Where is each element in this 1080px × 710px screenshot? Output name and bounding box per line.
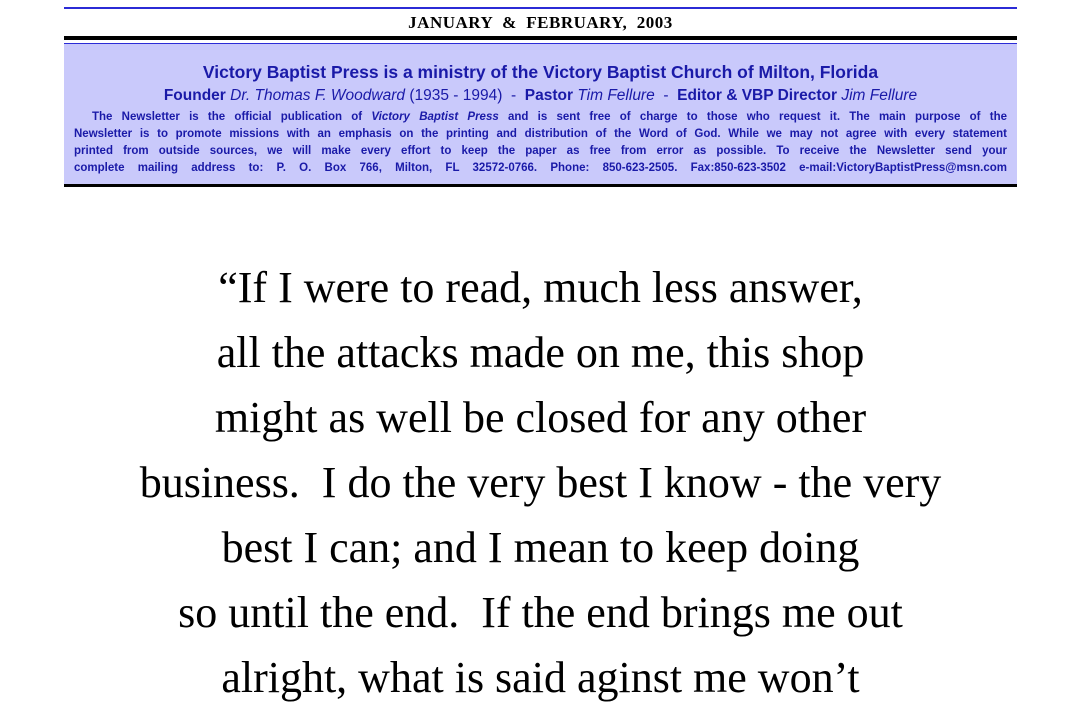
quote-line: “If I were to read, much less answer, [218, 263, 863, 312]
staff-line [64, 87, 1017, 105]
ministry-line: Victory Baptist Press is a ministry of the Victory Baptist Church of Milton, Florida [202, 62, 879, 82]
quote-line: alright, what is said aginst me won’t [221, 653, 860, 702]
notice-line-4: complete mailing address to: P. O. Box 766, Milton, FL 32572-0766. Phone: 850-623-2505. Fax:850-623-3502 e-mail:VictoryBaptistPress@msn.com [74, 162, 1007, 174]
notice-line-3: printed from outside sources, we will make every effort to keep the paper as free from error as possible. To receive the Newsletter send your [74, 145, 1007, 157]
staff-separator: - [654, 87, 678, 104]
editor-name: Jim Fellure [841, 87, 918, 104]
quote-line: business. I do the very best I know - the very [139, 458, 942, 507]
quote-line: all the attacks made on me, this shop [216, 328, 865, 377]
notice-line-1 [74, 109, 1007, 126]
notice-line-2: Newsletter is to promote missions with an emphasis on the printing and distribution of the Word of God. While we may not agree with every statement [74, 128, 1007, 140]
thick-rule [64, 36, 1017, 40]
notice-text-b: and is sent free of charge to those who request it. The main purpose of the [498, 111, 1007, 123]
founder-label: Founder [163, 87, 226, 104]
pastor-label: Pastor [524, 87, 574, 104]
top-rule [64, 7, 1017, 9]
masthead-notice [74, 109, 1007, 177]
notice-text-a: The Newsletter is the official publication of [92, 111, 372, 123]
founder-name: Dr. Thomas F. Woodward [230, 87, 406, 104]
quote-line: might as well be closed for any other [214, 393, 867, 442]
masthead-box [64, 43, 1017, 187]
quote-line: so until the end. If the end brings me out [178, 588, 903, 637]
issue-date: JANUARY & FEBRUARY, 2003 [408, 13, 673, 32]
editor-label: Editor & VBP Director [677, 87, 838, 104]
quote-block [64, 255, 1017, 710]
publisher-name: Victory Baptist Press [371, 111, 499, 123]
founder-years: (1935 - 1994) - [405, 87, 525, 104]
pastor-name: Tim Fellure [577, 87, 655, 104]
quote-line: best I can; and I mean to keep doing [221, 523, 860, 572]
